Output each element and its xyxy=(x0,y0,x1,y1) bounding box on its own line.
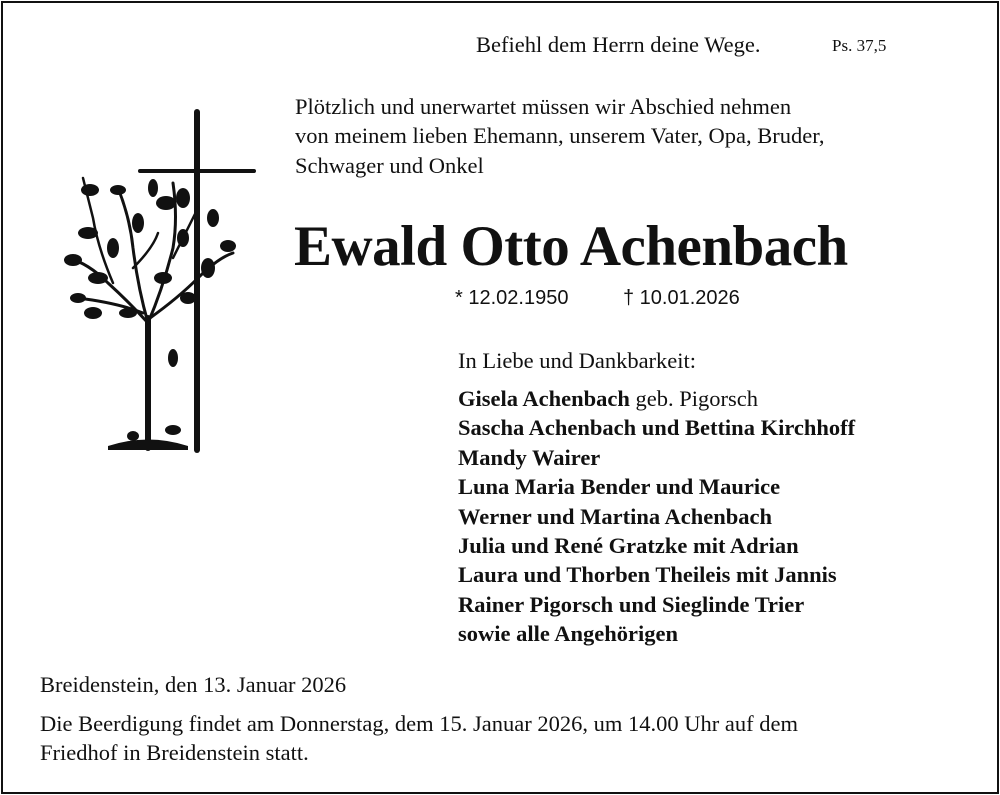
birth-date: * 12.02.1950 xyxy=(455,287,569,309)
death-date: † 10.01.2026 xyxy=(623,287,740,309)
mourner-line xyxy=(458,384,855,413)
funeral-info xyxy=(40,709,798,768)
mourner-line: Laura und Thorben Theileis mit Jannis xyxy=(458,562,837,588)
funeral-line: Die Beerdigung findet am Donnerstag, dem 15. Januar 2026, um 14.00 Uhr auf dem xyxy=(40,711,798,736)
thanks-heading: In Liebe und Dankbarkeit: xyxy=(458,348,697,373)
intro-text xyxy=(295,92,825,180)
intro-line: von meinem lieben Ehemann, unserem Vater, Opa, Bruder, xyxy=(295,123,825,149)
mourner-name: Gisela Achenbach xyxy=(458,386,630,411)
mourner-line: Julia und René Gratzke mit Adrian xyxy=(458,533,799,559)
psalm-reference: Ps. 37,5 xyxy=(832,36,887,55)
place-date: Breidenstein, den 13. Januar 2026 xyxy=(40,672,347,697)
deceased-name: Ewald Otto Achenbach xyxy=(294,215,848,278)
maiden-name: geb. Pigorsch xyxy=(629,386,759,411)
mourner-line: Sascha Achenbach und Bettina Kirchhoff xyxy=(458,415,856,441)
funeral-line: Friedhof in Breidenstein statt. xyxy=(40,740,309,766)
mourner-line: Luna Maria Bender und Maurice xyxy=(458,474,781,500)
mourner-line: Mandy Wairer xyxy=(458,444,601,470)
mourner-line: sowie alle Angehörigen xyxy=(458,621,678,647)
intro-line: Schwager und Onkel xyxy=(295,152,484,178)
mourner-line: Rainer Pigorsch und Sieglinde Trier xyxy=(458,591,805,617)
tree-cross-icon xyxy=(38,108,258,458)
bible-motto: Befiehl dem Herrn deine Wege. xyxy=(476,32,761,57)
mourner-line: Werner und Martina Achenbach xyxy=(458,503,772,529)
intro-line: Plötzlich und unerwartet müssen wir Abschied nehmen xyxy=(295,94,792,119)
mourners-list xyxy=(458,384,855,649)
